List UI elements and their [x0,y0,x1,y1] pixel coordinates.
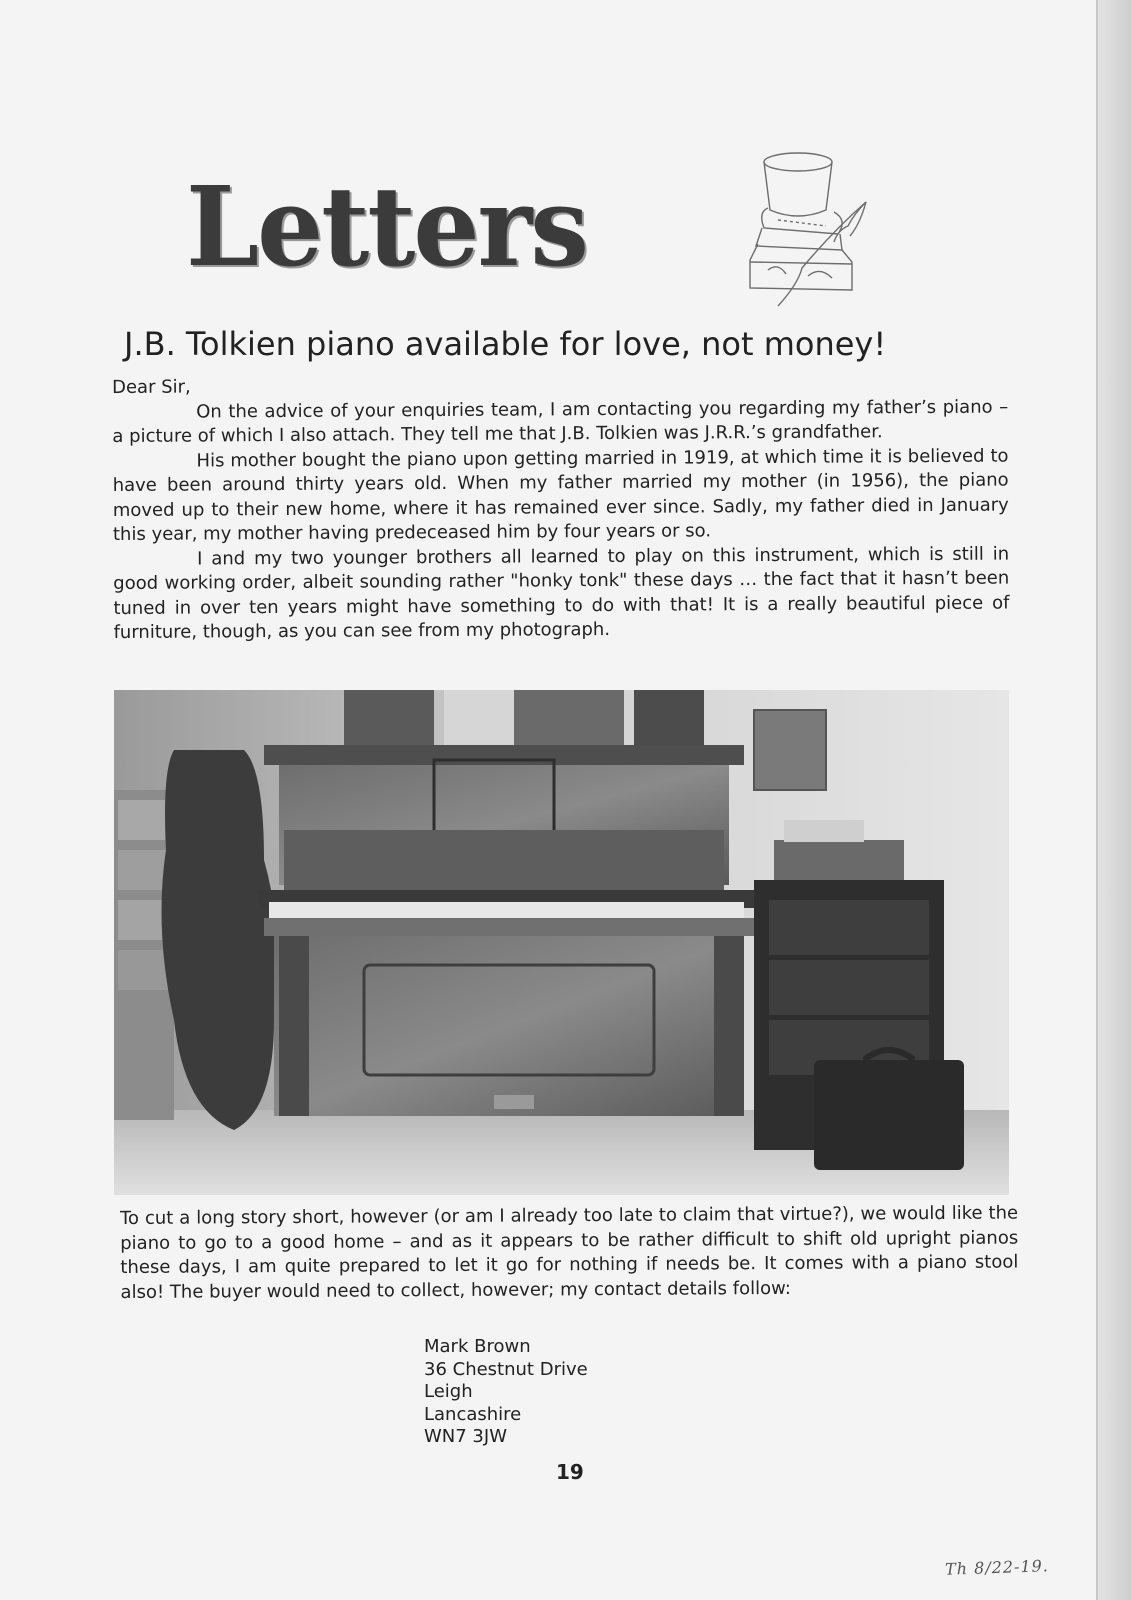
paragraph: On the advice of your enquiries team, I am contacting you regarding my father’s piano – a picture of which I also attach. They tell me that J.B. Tolkien was J.R.R.’s grandfather. [112,396,1009,447]
address-street: 36 Chestnut Drive [424,1358,588,1380]
letters-masthead: Letters [186,161,587,292]
address-name: Mark Brown [424,1336,531,1357]
address-county: Lancashire [424,1403,522,1425]
contact-address [424,1336,588,1449]
closing-paragraph [120,1202,1019,1305]
salutation: Dear Sir, [112,376,191,398]
paragraph: His mother bought the piano upon getting married in 1919, at which time it is believed to have been around thirty years old. When my father married my mother (in 1956), the piano moved up to their new home, where it has remained ever since. Sadly, my father died in January this year, my mother having predeceased him by four years or so. [112,445,1009,545]
paragraph: To cut a long story short, however (or am I already too late to claim that virtue?), we would like the piano to go to a good home – and as it appears to be rather difficult to shift old upright pianos these days, I am quite prepared to let it go for nothing if needs be. It comes with a piano stool also! The buyer would need to collect, however; my contact details follow: [120,1202,1019,1303]
letter-body [112,371,1010,646]
address-town: Leigh [424,1381,473,1402]
page-number: 19 [556,1460,584,1484]
address-postcode: WN7 3JW [424,1426,507,1447]
page-edge [1098,0,1131,1600]
handwritten-note: Th 8/22-19. [944,1556,1050,1579]
article-headline: J.B. Tolkien piano available for love, not money! [124,325,887,363]
scroll-quill-illustration [738,150,878,310]
piano-photograph [114,690,1009,1195]
paragraph: I and my two younger brothers all learned to play on this instrument, which is still in good working order, albeit sounding rather "honky tonk" these days … the fact that it hasn’t been tuned in over ten years might have something to do with that! It is a really beautiful piece of furniture, though, as you can see from my photograph. [113,543,1010,643]
